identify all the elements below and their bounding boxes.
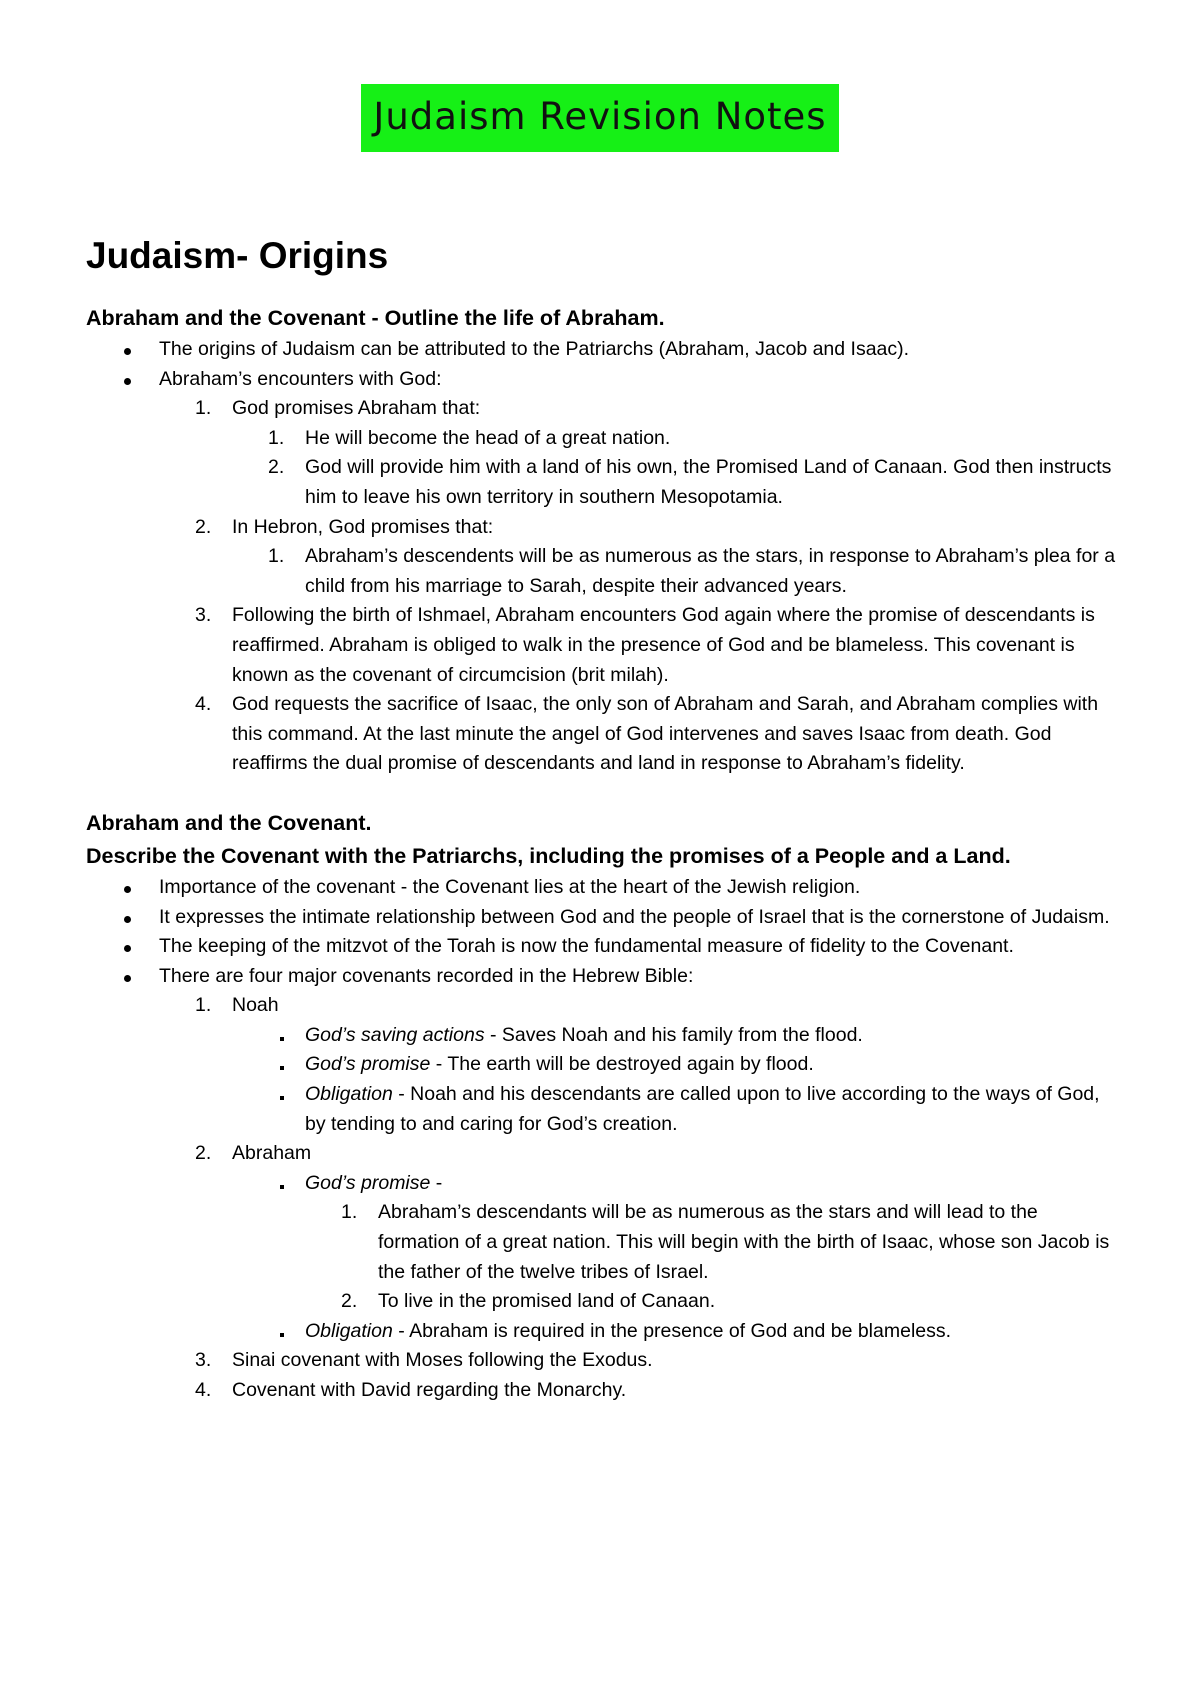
list-item: 2. To live in the promised land of Canaan.: [341, 1290, 716, 1313]
list-item: 1. God promises Abraham that:: [195, 397, 481, 420]
section1-heading: Abraham and the Covenant - Outline the life of Abraham.: [86, 306, 665, 330]
list-item: 1. Noah: [195, 994, 279, 1017]
section2-subheading: Describe the Covenant with the Patriarchs, including the promises of a People and a Land.: [86, 843, 1011, 868]
bullet-icon: [124, 335, 131, 365]
list-item: The origins of Judaism can be attributed to the Patriarchs (Abraham, Jacob and Isaac).: [86, 335, 1116, 365]
list-item: 1. He will become the head of a great nation.: [268, 426, 671, 449]
list-item: 4. God requests the sacrifice of Isaac, the only son of Abraham and Sarah, and Abraham complies with this command. At the last minute the angel of God intervenes and saves Isaac from death. God reaffirms the dual promise of descendants and land in response to Abraham’s fidelity.: [195, 693, 1099, 775]
section2-heading: Abraham and the Covenant.: [86, 810, 372, 835]
bullet-icon: [124, 932, 131, 962]
list-item: Abraham’s encounters with God:: [86, 365, 1116, 395]
bullet-icon: [124, 365, 131, 395]
list-item: 2. In Hebron, God promises that:: [195, 515, 494, 538]
square-bullet-icon: [280, 1080, 284, 1110]
banner-container: [0, 84, 1200, 152]
list-item: Obligation - Noah and his descendants are called upon to live according to the ways of God, by tending to and caring for God’s creation.: [86, 1080, 1116, 1139]
list-item: Obligation - Abraham is required in the presence of God and be blameless.: [86, 1317, 1116, 1347]
square-bullet-icon: [280, 1317, 284, 1347]
list-item: God’s promise -: [86, 1169, 1116, 1199]
list-item: 4. Covenant with David regarding the Monarchy.: [195, 1379, 627, 1401]
square-bullet-icon: [280, 1050, 284, 1080]
bullet-icon: [124, 873, 131, 903]
document-content: [86, 232, 1116, 1406]
main-heading: Judaism- Origins: [86, 235, 389, 276]
list-item: 1. Abraham’s descendants will be as numerous as the stars and will lead to the formation of a great nation. This will begin with the birth of Isaac, whose son Jacob is the father of the twelve tribes of Israel.: [341, 1201, 1110, 1283]
list-item: 2. God will provide him with a land of his own, the Promised Land of Canaan. God then instructs him to leave his own territory in southern Mesopotamia.: [268, 456, 1112, 508]
list-item: God’s saving actions - Saves Noah and his family from the flood.: [86, 1021, 1116, 1051]
list-item: God’s promise - The earth will be destroyed again by flood.: [86, 1050, 1116, 1080]
list-item: It expresses the intimate relationship between God and the people of Israel that is the cornerstone of Judaism.: [86, 903, 1116, 933]
list-item: There are four major covenants recorded in the Hebrew Bible:: [86, 962, 1116, 992]
list-item: 2. Abraham: [195, 1142, 312, 1165]
list-item: Importance of the covenant - the Covenant lies at the heart of the Jewish religion.: [86, 873, 1116, 903]
list-item: 3. Following the birth of Ishmael, Abraham encounters God again where the promise of descendants is reaffirmed. Abraham is obliged to walk in the presence of God and be blameless. This covenant is known as the covenant of circumcision (brit milah).: [195, 604, 1095, 686]
bullet-icon: [124, 903, 131, 933]
bullet-icon: [124, 962, 131, 992]
list-item: 3. Sinai covenant with Moses following the Exodus.: [195, 1349, 653, 1372]
banner-title: Judaism Revision Notes: [361, 84, 838, 152]
list-item: 1. Abraham’s descendents will be as numerous as the stars, in response to Abraham’s plea for a child from his marriage to Sarah, despite their advanced years.: [268, 545, 1116, 597]
square-bullet-icon: [280, 1169, 284, 1199]
square-bullet-icon: [280, 1021, 284, 1051]
list-item: The keeping of the mitzvot of the Torah is now the fundamental measure of fidelity to the Covenant.: [86, 932, 1116, 962]
